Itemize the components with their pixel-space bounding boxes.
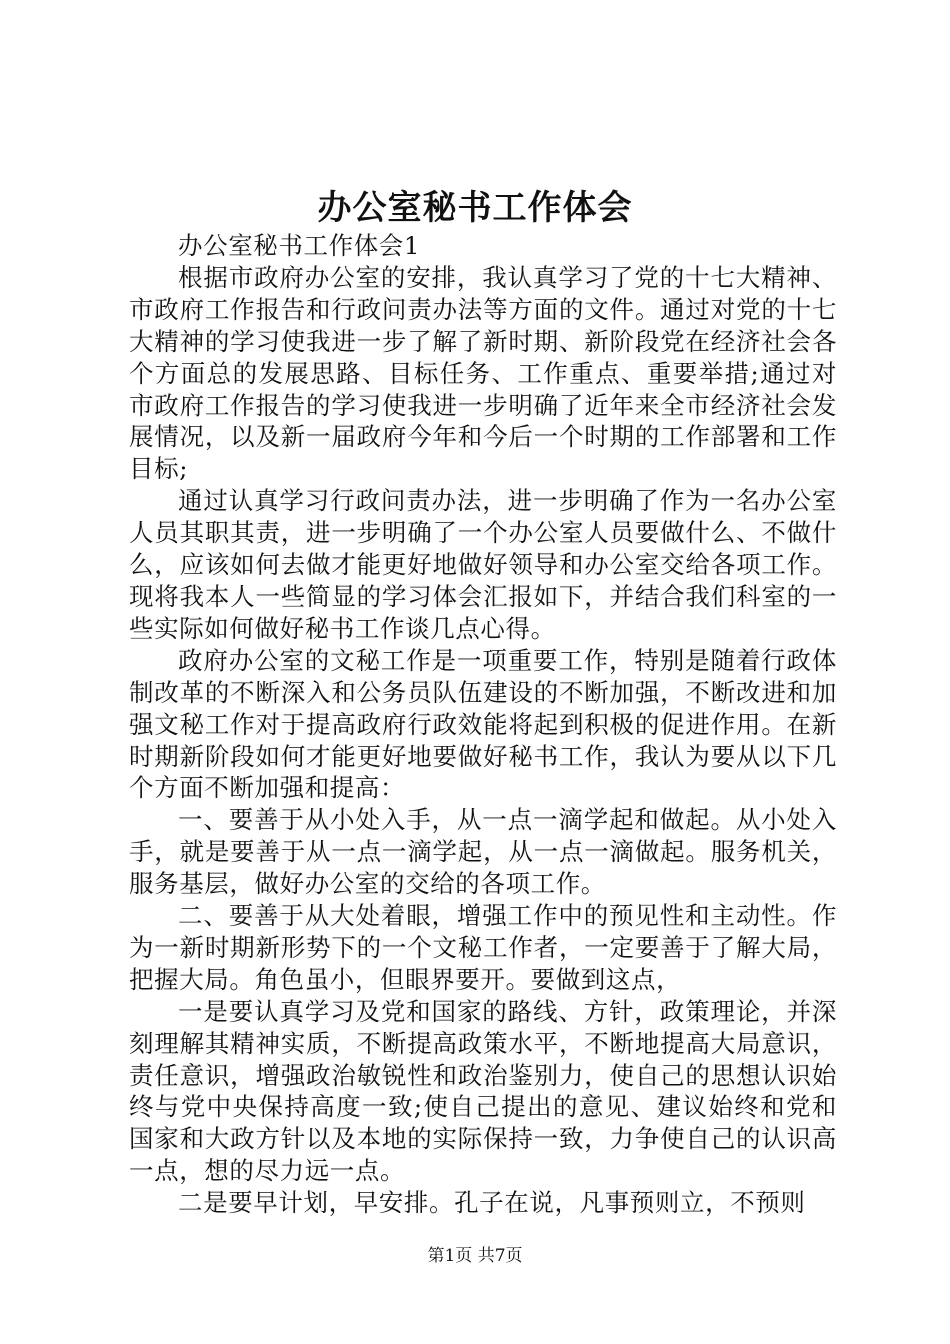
paragraph: 政府办公室的文秘工作是一项重要工作，特别是随着行政体制改革的不断深入和公务员队伍建设的不断加强，不断改进和加强文秘工作对于提高政府行政效能将起到积极的促进作用。在新时期新阶段如何才能更好地要做好秘书工作，我认为要从以下几个方面不断加强和提高：	[129, 645, 837, 803]
page-footer: 第1页 共7页	[427, 1246, 523, 1266]
paragraph: 根据市政府办公室的安排，我认真学习了党的十七大精神、市政府工作报告和行政问责办法等方面的文件。通过对党的十七大精神的学习使我进一步了解了新时期、新阶段党在经济社会各个方面总的发展思路、目标任务、工作重点、重要举措;通过对市政府工作报告的学习使我进一步明确了近年来全市经济社会发展情况，以及新一届政府今年和今后一个时期的工作部署和工作目标;	[129, 262, 837, 484]
paragraph: 二、要善于从大处着眼，增强工作中的预见性和主动性。作为一新时期新形势下的一个文秘工作者，一定要善于了解大局，把握大局。角色虽小，但眼界要开。要做到这点，	[129, 901, 837, 994]
paragraph-subtitle: 办公室秘书工作体会1	[178, 231, 421, 260]
document-body	[129, 230, 837, 1219]
paragraph: 一、要善于从小处入手，从一点一滴学起和做起。从小处入手，就是要善于从一点一滴学起，从一点一滴做起。服务机关，服务基层，做好办公室的交给的各项工作。	[129, 805, 837, 899]
paragraph: 通过认真学习行政问责办法，进一步明确了作为一名办公室人员其职其责，进一步明确了一个办公室人员要做什么、不做什么，应该如何去做才能更好地做好领导和办公室交给各项工作。现将我本人一些简显的学习体会汇报如下，并结合我们科室的一些实际如何做好秘书工作谈几点心得。	[129, 486, 837, 643]
paragraph: 一是要认真学习及党和国家的路线、方针，政策理论，并深刻理解其精神实质，不断提高政策水平，不断地提高大局意识，责任意识，增强政治敏锐性和政治鉴别力，使自己的思想认识始终与党中央保持高度一致;使自己提出的意见、建议始终和党和国家和大政方针以及本地的实际保持一致，力争使自己的认识高一点，想的尽力远一点。	[129, 996, 837, 1186]
paragraph: 二是要早计划，早安排。孔子在说，凡事预则立，不预则	[178, 1188, 806, 1218]
document-title: 办公室秘书工作体会	[317, 188, 633, 228]
